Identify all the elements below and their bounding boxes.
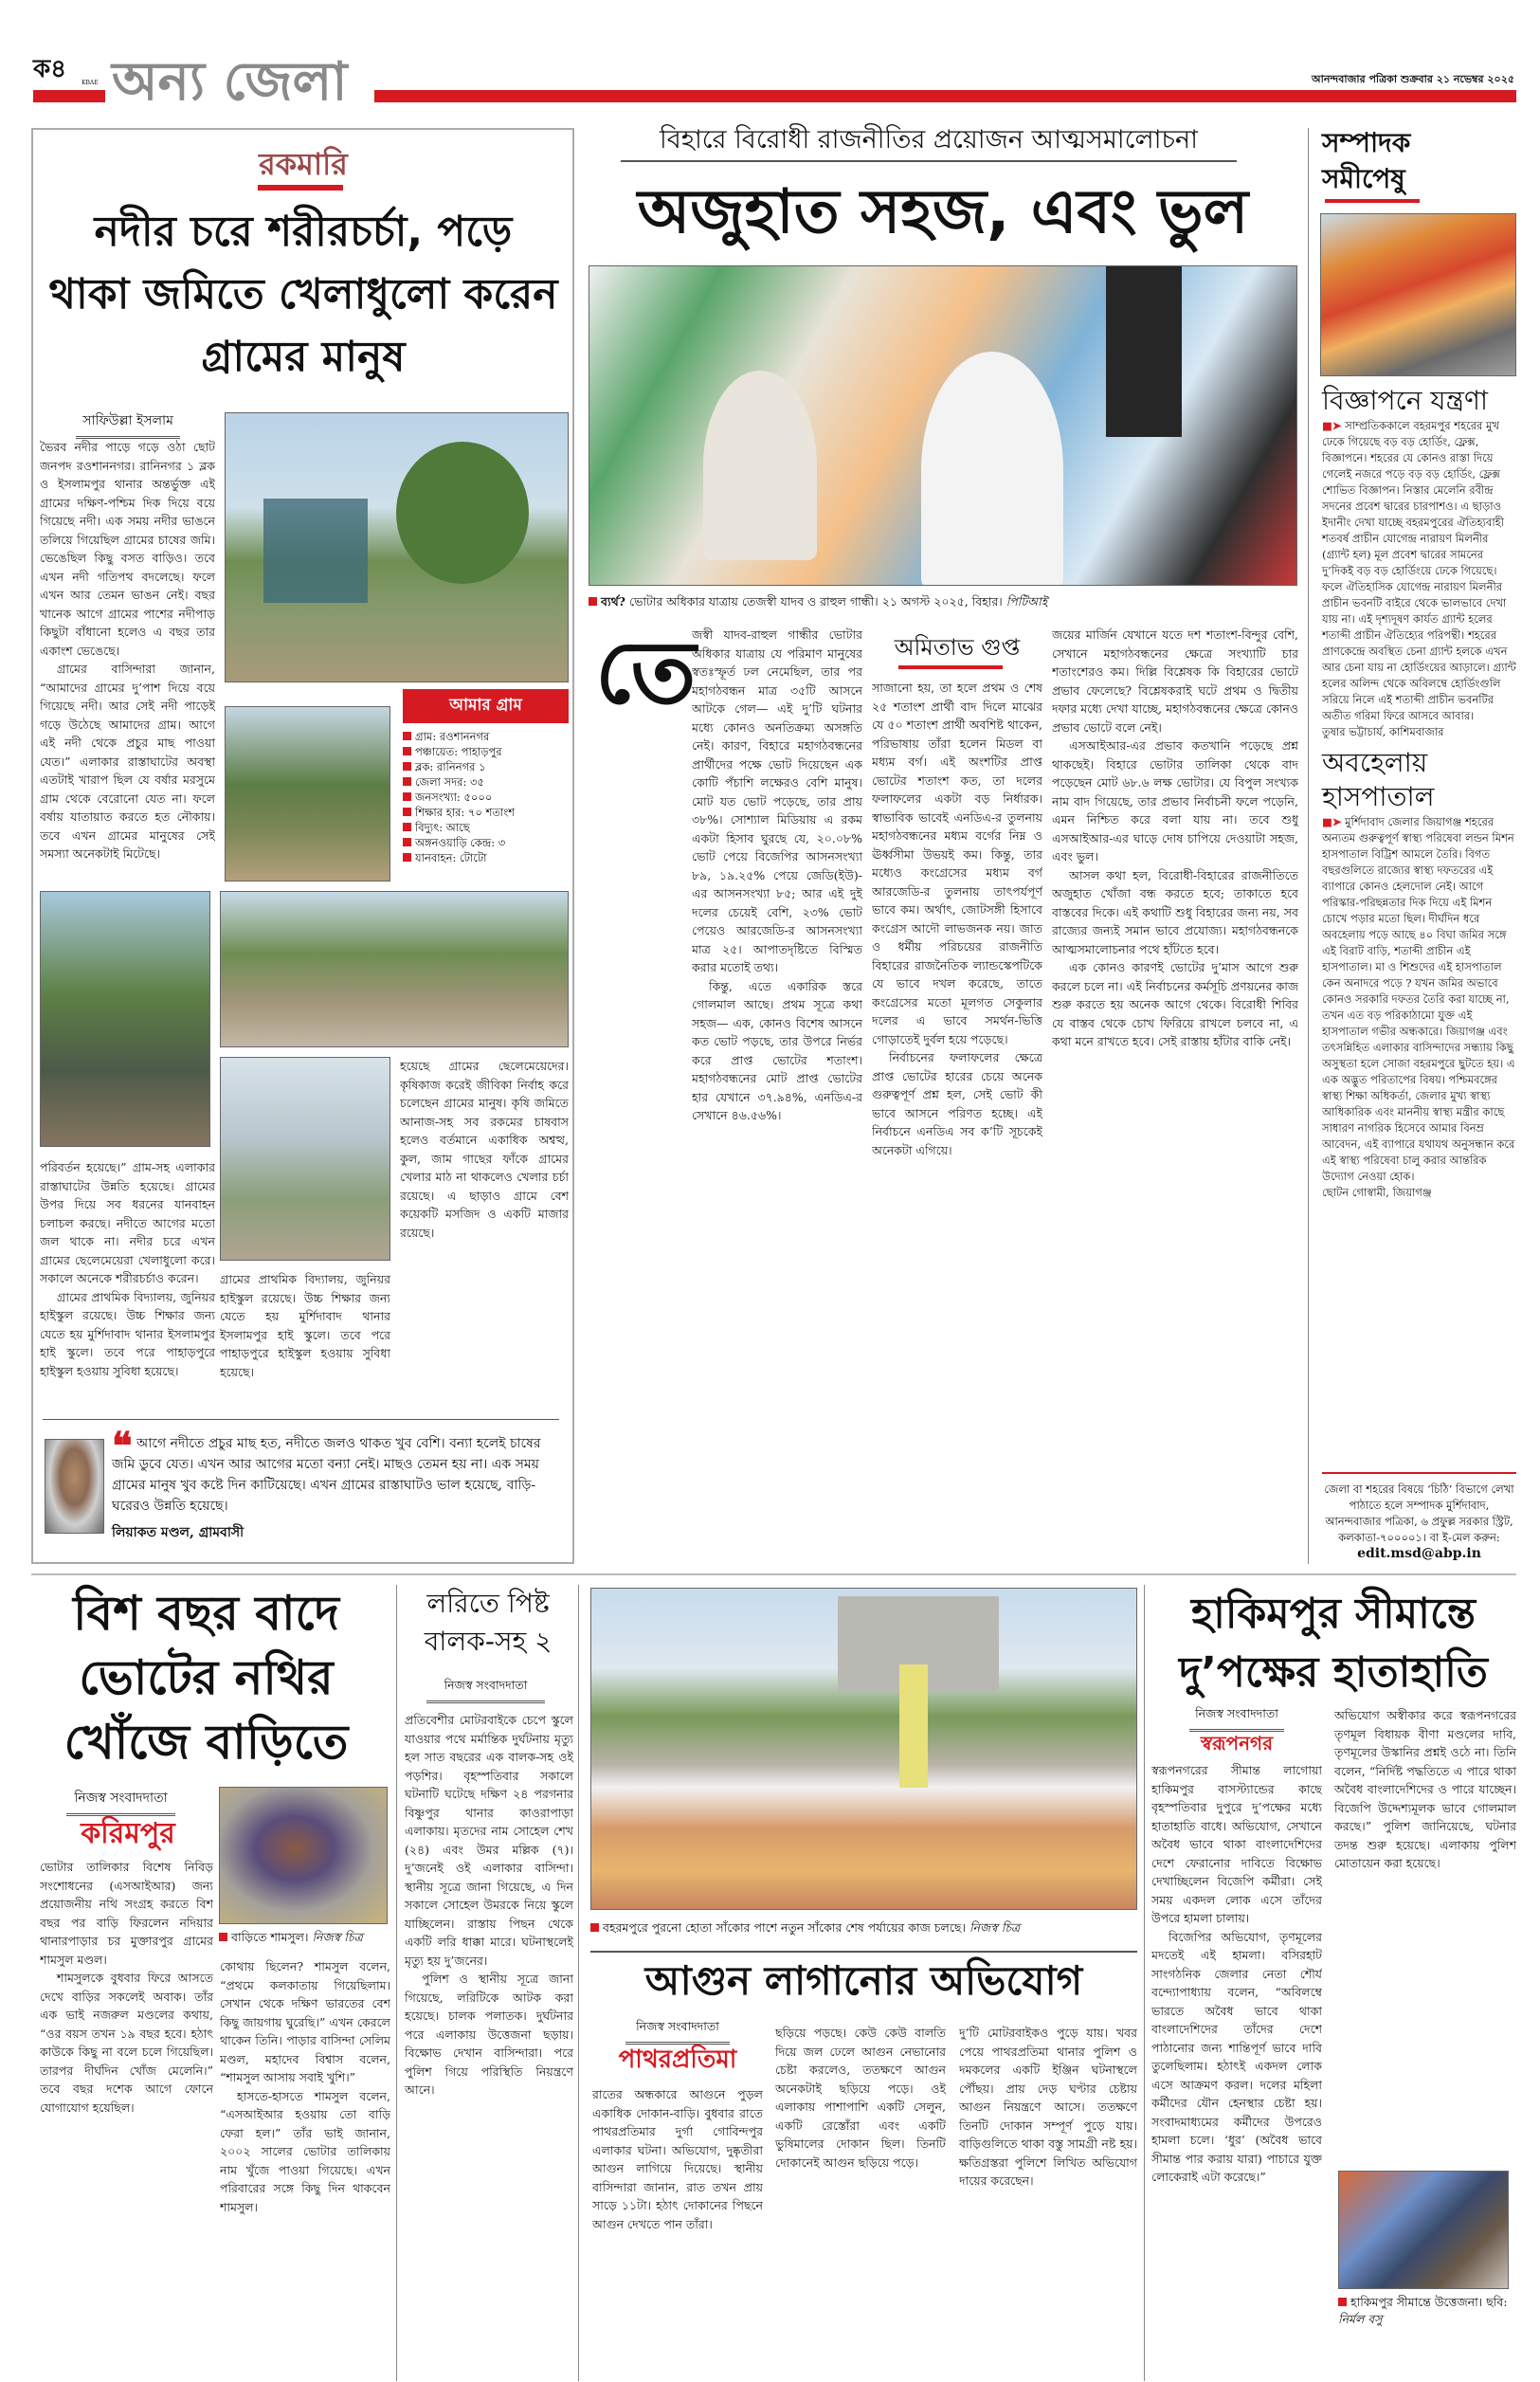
fire-body-col2 xyxy=(775,2024,946,2382)
karimpur-byline: নিজস্ব সংবাদদাতা xyxy=(66,1787,175,1816)
amar-gram-item xyxy=(403,744,569,759)
fire-byline: নিজস্ব সংবাদদাতা xyxy=(625,2019,730,2045)
shamsul-caption xyxy=(219,1929,390,1946)
bullet-square-icon xyxy=(403,823,411,831)
caption-credit: নির্মল বসু xyxy=(1338,2312,1383,2326)
lead-body-col2 xyxy=(872,679,1042,1564)
hoarding-photo xyxy=(1320,213,1516,376)
quote-avatar xyxy=(45,1439,104,1534)
letter-marker-icon: ■➤ xyxy=(1322,815,1342,828)
column-divider xyxy=(1308,128,1309,1564)
paragraph: নির্বাচনের ফলাফলের ক্ষেত্রে প্রাপ্ত ভোটের হারের চেয়ে অনেক গুরুত্বপূর্ণ প্রশ্ন হল, সেই ভোট কী ভাবে আসনে পরিণত হচ্ছে। এই নির্বাচনে এনডিএ সব ক’টি সূচকেই অনেকটা এগিয়ে। xyxy=(872,1050,1042,1157)
column-divider xyxy=(578,1585,579,2381)
paragraph: প্রতিবেশীর মোটরবাইকে চেপে স্কুলে যাওয়ার পথে মর্মান্তিক দুর্ঘটনায় মৃত্যু হল সাত বছরের এক বালক-সহ ওই পড়শির। বৃহস্পতিবার সকালে ঘটনাটি ঘটেছে দক্ষিণ ২৪ পরগনার বিষ্ণুপুর থানার কাওরাপাড়া এলাকায়। মৃতদের নাম সোহেল শেখ (২৪) এবং উমর মল্লিক (৭)। দু’জনেই ওই এলাকার বাসিন্দা। স্থানীয় সূত্রে জানা গিয়েছে, এ দিন সকালে সোহেল উমরকে নিয়ে স্কুলে যাচ্ছিলেন। রাস্তায় পিছন থেকে একটি লরি ধাক্কা মারে। ঘটনাস্থলেই মৃত্যু হয় দু’জনের। xyxy=(405,1713,573,1968)
bullet-square-icon xyxy=(403,808,411,816)
rokomari-label-underline xyxy=(258,185,343,191)
letter-author: তুষার ভট্টাচার্য, কাশিমবাজার xyxy=(1322,725,1444,738)
caption-credit: নিজস্ব চিত্র xyxy=(312,1930,363,1944)
rokomari-body-col2 xyxy=(40,1158,215,1400)
paragraph: রাতের অন্ধকারে আগুনে পুড়ল একাধিক দোকান-বাড়ি। বুধবার রাতে পাথরপ্রতিমার দুর্গা গোবিন্দপুর এলাকার ঘটনা। অভিযোগ, দুষ্কৃতীরা আগুন লাগিয়ে দিয়েছে। স্থানীয় বাসিন্দারা জানান, রাত তখন প্রায় সাড়ে ১১টা। হঠাৎ দোকানের পিছনে আগুন দেখতে পান তাঁরা। xyxy=(592,2087,763,2231)
amar-gram-box xyxy=(403,689,569,864)
riverbank-photo xyxy=(225,412,569,682)
paragraph: গ্রামের প্রাথমিক বিদ্যালয়, জুনিয়র হাইস্কুল রয়েছে। উচ্চ শিক্ষার জন্য যেতে হয় মুর্শিদাবাদ থানার ইসলামপুর হাই স্কুলে। তবে পরে পাহাড়পুরে হাইস্কুল হওয়ায় সুবিধা হয়েছে। xyxy=(40,1289,215,1378)
amar-gram-item xyxy=(403,790,569,805)
amar-gram-item xyxy=(403,835,569,850)
bullet-square-icon xyxy=(403,792,411,801)
amar-gram-title: আমার গ্রাম xyxy=(403,689,569,723)
lead-photo xyxy=(589,265,1297,586)
lead-headline: অজুহাত সহজ, এবং ভুল xyxy=(637,177,1249,247)
fire-divider xyxy=(590,1951,1137,1953)
quote-author: লিয়াকত মণ্ডল, গ্রামবাসী xyxy=(112,1525,245,1540)
letter-1 xyxy=(1322,384,1516,1201)
shamsul-photo xyxy=(219,1787,388,1924)
paragraph: কিন্তু, এতে একারিক স্তরে গোলমাল আছে। প্রথম সূত্রে কথা সহজ— এক, কোনও বিশেষ আসনে কত ভোট পড়ছে, তার উপরে নির্ভর করে প্রাপ্ত ভোটের শতাংশ। মহাগঠবন্ধনের মোট প্রাপ্ত ভোটের হার যেখানে ৩৭.৯৪%, এনডিএ-র সেখানে ৪৬.৫৬%। xyxy=(692,978,862,1122)
bullet-square-icon xyxy=(403,747,411,755)
amar-gram-item-text: জনসংখ্যা: ৫০০০ xyxy=(415,791,493,804)
rokomari-label: রকমারি xyxy=(259,146,348,182)
lead-drop-cap: তে xyxy=(595,622,697,723)
notice-text: জেলা বা শহরের বিষয়ে ‘চিঠি’ বিভাগে লেখা পাঠাতে হলে সম্পাদক মুর্শিদাবাদ, আনন্দবাজার পত্রিকা, ৬ প্রফুল্ল সরকার স্ট্রিট, কলকাতা-৭০০০০১। বা ই-মেল করুন: xyxy=(1324,1482,1514,1544)
paragraph: আসল কথা হল, বিরোধী-বিহারের রাজনীতিতে অজুহাত খোঁজা বন্ধ করতে হবে; তাকাতে হবে বাস্তবের দিকে। এই কথাটি শুধু বিহারের জন্য নয়, সব রাজ্যের জন্যই সমান ভাবে প্রযোজ্য। মহাগঠবন্ধনকে আত্মসমালোচনার পথে হাঁটতে হবে। xyxy=(1052,867,1298,956)
amar-gram-item-text: যানবাহন: টোটো xyxy=(415,851,487,864)
paragraph: ভৈরব নদীর পাড়ে গড়ে ওঠা ছোট জনপদ রওশাননগর। রানিনগর ১ ব্লক ও ইসলামপুর থানার অন্তর্ভুক্ত এই গ্রামের দক্ষিণ-পশ্চিম দিক দিয়ে বয়ে গিয়েছে নদী। এক সময় নদীর ভাঙনে তলিয়ে গিয়েছিল গ্রামের চাষের জমি। ভেঙেছিল কিছু বসত বাড়িও। তবে এখন নদী গতিপথ বদলেছে। ফলে এখন আর তেমন ভাঙন নেই। বছর খানেক আগে গ্রামের পাশের নদীপাড় কিছুটা বাঁধানো হলেও এ বছর তার একাংশ ভেঙেছে। xyxy=(40,440,215,658)
caption-text: বহরমপুরে পুরনো হোতা সাঁকোর পাশে নতুন সাঁকোর শেষ পর্যায়ের কাজ চলছে। xyxy=(603,1920,966,1935)
river-photo xyxy=(220,1057,390,1261)
paragraph: এক কোনও কারণই ভোটের দু’মাস আগে শুরু করলে চলে না। এই নির্বাচনের কর্মসূচি প্রণয়নের কাজ শুরু করতে হয় অনেক আগে থেকে। বিরোধী শিবির যে বাস্তব থেকে চোখ ফিরিয়ে রাখলে চলবে না, এ কথা মনে রাখতে হবে। সেই রাস্তায় হাঁটার বাকি নেই। xyxy=(1052,960,1298,1048)
bridge-caption xyxy=(590,1919,1137,1937)
caption-credit: নিজস্ব চিত্র xyxy=(969,1920,1021,1935)
rokomari-byline: সাফিউল্লা ইসলাম xyxy=(76,409,180,439)
amar-gram-item-text: শিক্ষার হার: ৭০ শতাংশ xyxy=(415,806,516,819)
letter-text: মুর্শিদাবাদ জেলার জিয়াগঞ্জ শহরের অন্যতম গুরুত্বপূর্ণ স্বাস্থ্য পরিষেবা লন্ডন মিশন হাসপাতাল বিট্রিশ আমলে তৈরি। বিগত বছরগুলিতে রাজ্যের স্বাস্থ্য দফতরের এই ব্যাপারে কোনও হেলদোল নেই। আগে পরিস্কার-পরিছন্নতার দিক দিয়ে এই মিশন চোখে পড়ার মতো ছিল। দীর্ঘদিন ধরে অবহেলায় পড়ে আছে ৪০ বিঘা জমির সঙ্গে এই বিরাট বাড়ি, শতাব্দী প্রাচীন এই হাসপাতাল। মা ও শিশুদের এই হাসপাতাল কেন অনাদরে পড়ে ? যখন জমির অভাবে কোনও সরকারি দফতর তৈরি করা যাচ্ছে না, তখন এত বড় পরিকাঠামো যুক্ত এই হাসপাতাল গভীর অন্ধকারে। জিয়াগঞ্জ এবং তৎসন্নিহিত এলাকার বাসিন্দাদের সন্ধ্যায় কিছু অসুস্থতা হলে সোজা বহরমপুরে ছুটতে হয়। এ এক অদ্ভুত পরিতাপের বিষয়। পশ্চিমবঙ্গের স্বাস্থ্য শিক্ষা অধিকর্তা, জেলার মুখ্য স্বাস্থ্য আধিকারিক এবং মাননীয় স্বাস্থ্য মন্ত্রীর কাছে সাধারণ নাগরিক হিসেবে আমার বিনম্র আবেদন, এই ব্যাপারে যথাযথ অনুসন্ধান করে এই স্বাস্থ্য পরিষেবা চালু করার আন্তরিক উদ্যোগ নেওয়া হোক। xyxy=(1322,815,1515,1183)
caption-credit-label: ছবি: xyxy=(1486,2295,1508,2309)
notice-email[interactable]: edit.msd@abp.in xyxy=(1357,1546,1481,1561)
paragraph: দু’টি মোটরবাইকও পুড়ে যায়। খবর পেয়ে পাথরপ্রতিমা থানার পুলিশ ও দমকলের একটি ইঞ্জিন ঘটনাস্থলে পৌঁছয়। প্রায় দেড় ঘণ্টার চেষ্টায় আগুন নিয়ন্ত্রণে আসে। ততক্ষণে তিনটি দোকান সম্পূর্ণ পুড়ে যায়। বাড়িগুলিতে থাকা বস্তু সামগ্রী নষ্ট হয়। ক্ষতিগ্রস্তরা পুলিশে লিখিত অভিযোগ দায়ের করেছেন। xyxy=(959,2026,1137,2188)
amar-gram-item-text: পঞ্চায়েত: পাহাড়পুর xyxy=(415,745,502,758)
paragraph: এসআইআর-এর প্রভাব কতখানি পড়েছে প্রশ্ন থাকছেই। বিহারে ভোটার তালিকা থেকে বাদ পড়েছেন মোট ৬৮.৬ লক্ষ ভোটার। যে বিপুল সংখ্যক নাম বাদ গিয়েছে, তার প্রভাব নির্বাচনী ফলে পড়েনি, এমন নিশ্চিত করে বলা যায় না। তবে শুধু এসআইআর-এর ঘাড়ে দোষ চাপিয়ে দেওয়াটা সহজ, এবং ভুল। xyxy=(1052,738,1298,864)
village-road-photo xyxy=(40,891,210,1147)
paragraph: কোথায় ছিলেন? শামসুল বলেন, “প্রথমে কলকাতায় গিয়েছিলাম। সেখান থেকে দক্ষিণ ভারতের বেশ কিছু জায়গায় ঘুরেছি।” এখন কেরলে থাকেন তিনি। পাড়ার বাসিন্দা সেলিম মণ্ডল, মহাদেব বিশ্বাস বলেন, “শামসুল আসায় সবাই খুশি।” xyxy=(220,1959,390,2084)
hakimpur-place: স্বরূপনগর xyxy=(1200,1732,1274,1755)
caption-text: হাকিমপুর সীমান্তে উত্তেজনা। xyxy=(1350,2295,1483,2309)
village-lane-photo xyxy=(220,891,569,1047)
fire-body-col3 xyxy=(959,2024,1137,2382)
paragraph: হাসতে-হাসতে শামসুল বলেন, “এসআইআর হওয়ায় তো বাড়ি ফেরা হল।” তাঁর ভাই জানান, ২০০২ সালের ভোটার তালিকায় নাম খুঁজে পাওয়া গিয়েছে। এখন পরিবারের সঙ্গে কিছু দিন থাকবেন শামসুল। xyxy=(220,2088,390,2214)
quote-divider xyxy=(43,1419,559,1420)
paragraph: ছড়িয়ে পড়ছে। কেউ কেউ বালতি দিয়ে জল ঢেলে আগুন নেভানোর চেষ্টা করলেও, ততক্ষণে আগুন অনেকটাই ছড়িয়ে পড়ে। ওই এলাকায় পাশাপাশি একটি সেলুন, একটি রেস্তোঁরা এবং একটি ভুষিমালের দোকান ছিল। তিনটি দোকানেই আগুন ছড়িয়ে পড়ে। xyxy=(775,2026,946,2170)
paragraph: গ্রামের প্রাথমিক বিদ্যালয়, জুনিয়র হাইস্কুল রয়েছে। উচ্চ শিক্ষার জন্য যেতে হয় মুর্শিদাবাদ থানার ইসলামপুর হাই স্কুলে। তবে পরে পাহাড়পুরে হাইস্কুল হওয়ায় সুবিধা হয়েছে। xyxy=(220,1272,390,1379)
edition-code: KBAE xyxy=(82,80,99,86)
section-title: অন্য জেলা xyxy=(112,51,348,113)
hakimpur-byline: নিজস্ব সংবাদদাতা xyxy=(1189,1706,1284,1732)
paragraph: পরিবর্তন হয়েছে।” গ্রাম-সহ এলাকার রাস্তাঘাটের উন্নতি হয়েছে। গ্রামের উপর দিয়ে সব ধরনের যানবাহন চলাচল করছে। নদীতে আগের মতো জল থাকে না। নদীর চরে এখন গ্রামের ছেলেমেয়েরা খেলাধুলো করে। সকালে অনেকে শরীরচর্চাও করেন। xyxy=(40,1160,215,1285)
caption-text: ভোটার অধিকার যাত্রায় তেজস্বী যাদব ও রাহুল গান্ধী। ২১ অগস্ট ২০২৫, বিহার। xyxy=(629,594,1003,609)
amar-gram-item xyxy=(403,805,569,820)
paragraph: জস্বী যাদব-রাহুল গান্ধীর ভোটার অধিকার যাত্রায় যে পরিমাণ মানুষের স্বতঃস্ফূর্ত ঢল নেমেছিল, তার পর মহাগঠবন্ধন মাত্র ৩৫টি আসনে আটকে গেল— এই দু’টি ঘটনার মধ্যে কোনও অনতিক্রম্য অসঙ্গতি নেই। কারণ, বিহারে মহাগঠবন্ধনের প্রার্থীদের পক্ষে ভোট দিয়েছেন এক কোটি পঁচাশি লক্ষেরও বেশি মানুষ। মোট যত ভোট পড়েছে, তার প্রায় ৩৮%। সোশ্যাল মিডিয়ায় এ রকম একটা হিসাব ঘুরছে যে, ২০.০৮% ভোট পেয়ে বিজেপির আসনসংখ্যা ৮৯, ১৯.২৫% পেয়ে জেডি(ইউ)-এর আসনসংখ্যা ৮৫; আর এই দুই দলের চেয়েই বেশি, ২৩% ভোট পেয়েও আরজেডি-র আসনসংখ্যা মাত্র ২৫। আপাতদৃষ্টিতে বিস্মিত করার মতোই তথ্য। xyxy=(692,627,862,974)
amar-gram-item-text: ব্লক: রানিনগর ১ xyxy=(415,760,486,773)
fire-headline: আগুন লাগানোর অভিযোগ xyxy=(644,1957,1083,2004)
caption-text: বাড়িতে শামসুল। xyxy=(231,1930,309,1944)
fire-place: পাথরপ্রতিমা xyxy=(618,2046,737,2074)
paragraph: সাজানো হয়, তা হলে প্রথম ও শেষ ২৫ শতাংশ প্রার্থী বাদ দিলে মাঝের যে ৫০ শতাংশ প্রার্থী অবশিষ্ট থাকেন, পরিভাষায় তাঁরা হলেন মিডল বা মধ্যম বর্গ। এই অংশটির প্রাপ্ত ভোটের শতাংশ কত, তা দলের ফলাফলের একটা বড় নির্ধারক। স্বাভাবিক ভাবেই এনডিএ-র তুলনায় মহাগঠবন্ধনের মধ্যম বর্গের নিম্ন ও ঊর্ধ্বসীমা উভয়ই কম। কিন্তু, তার মধ্যেও কংগ্রেসের মধ্যম বর্গ আরজেডি-র তুলনায় তাৎপর্যপূর্ণ ভাবে কম। অর্থাৎ, জোটসঙ্গী হিসাবে কংগ্রেস আদৌ লাভজনক নয়। জাত ও ধর্মীয় পরিচয়ের রাজনীতি বিহারের রাজনৈতিক ল্যান্ডস্কেপটিকে যে ভাবে দখল করেছে, তাতে কংগ্রেসের মতো মূলগত সেকুলার দলের এ ভাবে সমর্থন-ভিত্তি গোড়াতেই দুর্বল হয়ে পড়েছে। xyxy=(872,681,1042,1046)
caption-marker-icon xyxy=(590,1923,599,1932)
letter-title: বিজ্ঞাপনে যন্ত্রণা xyxy=(1322,385,1489,416)
column-divider xyxy=(1144,1585,1145,2381)
caption-credit: পিটিআই xyxy=(1006,594,1048,609)
column-divider xyxy=(396,1585,397,2381)
paragraph: স্বরূপনগরের সীমান্ত লাগোয়া হাকিমপুর বাসস্ট্যান্ডের কাছে বৃহস্পতিবার দুপুরে দু’পক্ষের মধ্যে হাতাহাতি বাধে। অভিযোগ, সেখানে অবৈধ ভাবে থাকা বাংলাদেশিদের দেশে ফেরানোর দাবিতে বিক্ষোভ দেখাচ্ছিলেন বিজেপি কর্মীরা। সেই সময় একদল লোক এসে তাঁদের উপরে হামলা চালায়। xyxy=(1151,1763,1322,1925)
caption-bold: ব্যর্থ? xyxy=(601,594,626,609)
section-divider xyxy=(31,1573,1516,1575)
letter-title: অবহেলায় হাসপাতাল xyxy=(1322,747,1435,812)
caption-marker-icon xyxy=(589,597,597,606)
rokomari-body-col2b xyxy=(220,1270,390,1398)
paragraph: জয়ের মার্জিন যেখানে যতে দশ শতাংশ-বিন্দুর বেশি, সেখানে মহাগঠবন্ধনের ক্ষেত্রে সংখ্যাটি চার শতাংশেরও কম। দিল্লি বিশ্লেষক কি বিহারের ভোটে প্রভাব ফেলেছে? বিশ্লেষকরাই ঘটে প্রথম ও দ্বিতীয় দফার মধ্যে দেখা যাচ্ছে, মহাগঠবন্ধনের ক্ষেত্রে কোনও প্রভাব ভোটে বলে নেই। xyxy=(1052,627,1298,735)
lead-body-col1 xyxy=(692,626,862,1564)
amar-gram-item xyxy=(403,759,569,774)
paragraph: হয়েছে গ্রামের ছেলেমেয়েদের। কৃষিকাজ করেই জীবিকা নির্বাহ করে চলেছেন গ্রামের মানুষ। কৃষি জমিতে আনাজ-সহ সব রকমের চাষবাস হলেও বর্তমানে একাধিক অশ্বত্থ, কুল, জাম গাছের ফাঁকে গ্রামের খেলার মাঠ না থাকলেও খেলার চর্চা রয়েছে। এ ছাড়াও গ্রামে বেশ কয়েকটি মসজিদ ও একটি মাজার রয়েছে। xyxy=(400,1059,569,1240)
paragraph: ভোটার তালিকার বিশেষ নিবিড় সংশোধনের (এসআইআর) জন্য প্রয়োজনীয় নথি সংগ্রহ করতে বিশ বছর পর বাড়ি ফিরলেন নদিয়ার থানারপাড়ার চর মুক্তারপুর গ্রামের শামসুল মণ্ডল। xyxy=(40,1860,213,1967)
quote-text: আগে নদীতে প্রচুর মাছ হত, নদীতে জলও থাকত খুব বেশি। বন্যা হলেই চাষের জমি ডুবে যেত। এখন আর আগের মতো বন্যা নেই। মাছও তেমন হয় না। এক সময় গ্রামের মানুষ খুব কষ্টে দিন কাটিয়েছে। এখন গ্রামের রাস্তাঘাটও ভাল হয়েছে, বাড়ি-ঘরেরও উন্নতি হয়েছে। xyxy=(112,1436,541,1514)
amar-gram-item-text: অঙ্গনওয়াড়ি কেন্দ্র: ৩ xyxy=(415,836,506,849)
hakimpur-photo xyxy=(1338,2171,1509,2289)
bullet-square-icon xyxy=(403,853,411,862)
karimpur-body-col2 xyxy=(220,1957,390,2382)
rokomari-body-col3 xyxy=(400,1057,569,1398)
amar-gram-item xyxy=(403,774,569,790)
bullet-square-icon xyxy=(403,732,411,740)
lorry-body xyxy=(405,1711,573,2382)
bridge-photo xyxy=(590,1588,1137,1910)
amar-gram-item xyxy=(403,850,569,865)
letters-notice xyxy=(1322,1472,1516,1562)
karimpur-headline: বিশ বছর বাদে ভোটের নথির খোঁজে বাড়িতে xyxy=(63,1586,349,1770)
village-tree-photo xyxy=(225,706,390,882)
paper-date: আনন্দবাজার পত্রিকা শুক্রবার ২১ নভেম্বর ২০২৫ xyxy=(1312,73,1514,85)
quote-mark-icon: ❝ xyxy=(112,1424,133,1468)
karimpur-place: করিমপুর xyxy=(81,1817,175,1850)
page-number: ক৪ xyxy=(33,55,67,83)
hakimpur-caption xyxy=(1338,2294,1513,2328)
caption-marker-icon xyxy=(1338,2298,1347,2306)
amar-gram-item xyxy=(403,820,569,835)
amar-gram-list xyxy=(403,729,569,865)
letter-text: সাম্প্রতিককালে বহরমপুর শহরের মুখ ঢেকে গিয়েছে বড় বড় হোর্ডিং, ফ্লেক্স, বিজ্ঞাপনে। শহরের যে কোনও রাস্তা দিয়ে গেলেই নজরে পড়ে বড় বড় হোর্ডিং, ফ্লেক্স শোভিত বিজ্ঞাপন। নিস্তার মেলেনি রবীন্দ্র সদনের প্রবেশ দ্বারের চারপাশও। এ ছাড়াও ইদানীং দেখা যাচ্ছে বহরমপুরের ঐতিহ্যবাহী শতবর্ষ প্রাচীন যোগেন্দ্র নারায়ণ মিলনীর (গ্র্যান্ট হল) মূল প্রবেশ দ্বারের সামনের দু’দিকই বড় বড় হোর্ডিংয়ে ঢেকে গিয়েছে। ফলে ঐতিহাসিক যোগেন্দ্র নারায়ণ মিলনীর প্রাচীন ভবনটি বাইরে থেকে ভালভাবে দেখা যায় না। এই দৃশ্যদূষণ কার্যত গ্র্যান্ট হলের শতাব্দী প্রাচীন ঐতিহ্যের পরিপন্থী। শহরের প্রাণকেন্দ্রে অবস্থিত চেনা গ্র্যান্ট হলকে এখন আর চেনা যায় না হোর্ডিংয়ের আড়ালে। গ্র্যান্ট হলের অলিন্দ থেকে অবিলম্বে হোর্ডিংগুলি সরিয়ে নিলে এই শতাব্দী প্রাচীন ভবনটির অতীত গরিমা ফিরে আসবে আবার। xyxy=(1322,419,1516,722)
caption-marker-icon xyxy=(219,1933,227,1941)
bullet-square-icon xyxy=(403,777,411,786)
paragraph: পুলিশ ও স্থানীয় সূত্রে জানা গিয়েছে, লরিটিকে আটক করা হয়েছে। চালক পলাতক। দুর্ঘটনার পরে এলাকায় উত্তেজনা ছড়ায়। বিক্ষোভ দেখান বাসিন্দারা। পরে পুলিশ গিয়ে পরিস্থিতি নিয়ন্ত্রণে আনে। xyxy=(405,1972,573,2097)
paragraph: গ্রামের বাসিন্দারা জানান, “আমাদের গ্রামের দু’পাশ দিয়ে বয়ে গিয়েছে নদী। আর সেই নদী পাড়েই গড়ে উঠেছে আমাদের গ্রাম। আগে এই নদী থেকে প্রচুর মাছ পাওয়া যেত।” এলাকার রাস্তাঘাটের অবস্থা এতটাই খারাপ ছিল যে বর্ষার মরসুমে গ্রাম থেকে বেরোনো যেত না। ফলে বর্ষায় যাতায়াত করতে হত নৌকায়। তবে এখন গ্রামের মানুষের সেই সমস্যা অনেকটাই মিটেছে। xyxy=(40,662,215,861)
lead-kicker: বিহারে বিরোধী রাজনীতির প্রয়োজন আত্মসমালোচনা xyxy=(621,125,1237,162)
paragraph: বিজেপির অভিযোগ, তৃণমূলের মদতেই এই হামলা। বসিরহাট সাংগঠনিক জেলার নেতা শৌর্য বন্দ্যোপাধ্যায় বলেন, “অবিলম্বে ভারতে অবৈধ ভাবে থাকা বাংলাদেশিদের তাঁদের দেশে পাঠানোর জন্য শান্তিপূর্ণ ভাবে দাবি তুলেছিলাম। হঠাৎই একদল লোক এসে আক্রমণ করল। দলের মহিলা কর্মীদের যৌন হেনস্থার চেষ্টা হয়। সংবাদমাধ্যমের কর্মীদের উপরেও হামলা চলে। ‘ধুর’ (অবৈধ ভাবে সীমান্ত পার করায় যারা) পাচারে যুক্ত লোকেরাই এটা করেছে।” xyxy=(1151,1929,1322,2184)
amar-gram-item-text: গ্রাম: রওশাননগর xyxy=(415,730,490,743)
author-underline xyxy=(898,665,1003,669)
paragraph: অভিযোগ অস্বীকার করে স্বরূপনগরের তৃণমূল বিধায়ক বীণা মণ্ডলের দাবি, তৃণমূলের উস্কানির প্রশ্নই ওঠে না। তিনি বলেন, “নির্দিষ্ট পদ্ধতিতে এ পারে থাকা অবৈধ বাংলাদেশিদের ও পারে যাচ্ছেন। বিজেপি উদ্দেশ্যমূলক ভাবে গোলমাল করছে।” পুলিশ জানিয়েছে, ঘটনার তদন্ত শুরু হয়েছে। এলাকায় পুলিশ মোতায়েন করা হয়েছে। xyxy=(1334,1708,1516,1870)
rokomari-headline: নদীর চরে শরীরচর্চা, পড়ে থাকা জমিতে খেলাধুলো করেন গ্রামের মানুষ xyxy=(48,208,558,381)
lead-photo-caption xyxy=(589,593,1299,610)
letter-author: ছোটন গোস্বামী, জিয়াগঞ্জ xyxy=(1322,1186,1432,1199)
paragraph: শামসুলকে বুধবার ফিরে আসতে দেখে বাড়ির সকলেই অবাক। তাঁর এক ভাই নজরুল মণ্ডলের কথায়, “ওর বয়স তখন ১৯ বছর হবে। হঠাৎ কাউকে কিছু না বলে চলে গিয়েছিল। তারপর দীর্ঘদিন খোঁজ মেলেনি।” তবে বছর দশেক আগে ফোনে যোগাযোগ হয়েছিল। xyxy=(40,1971,213,2115)
letter-marker-icon: ■➤ xyxy=(1322,419,1342,432)
karimpur-body-col1 xyxy=(40,1858,213,2382)
hakimpur-body-col1 xyxy=(1151,1761,1322,2382)
masthead-red-bar-left xyxy=(33,90,105,102)
letters-title-underline xyxy=(1325,199,1420,203)
bullet-square-icon xyxy=(403,838,411,846)
amar-gram-item xyxy=(403,729,569,744)
hakimpur-body-col2 xyxy=(1334,1706,1516,2161)
lead-author: অমিতাভ গুপ্ত xyxy=(894,634,1021,661)
fire-body-col1 xyxy=(592,2085,763,2382)
lorry-byline: নিজস্ব সংবাদদাতা xyxy=(426,1678,545,1703)
bullet-square-icon xyxy=(403,762,411,771)
lorry-headline: লরিতে পিষ্ট বালক-সহ ২ xyxy=(424,1588,553,1657)
masthead-red-bar xyxy=(374,90,1516,102)
amar-gram-item-text: জেলা সদর: ৩৫ xyxy=(415,775,484,789)
hakimpur-headline: হাকিমপুর সীমান্তে দু’পক্ষের হাতাহাতি xyxy=(1179,1590,1488,1697)
quote-block xyxy=(112,1424,567,1543)
letters-title: সম্পাদক সমীপেষু xyxy=(1322,127,1411,194)
lead-body-col3 xyxy=(1052,626,1298,1564)
amar-gram-item-text: বিদ্যুৎ: আছে xyxy=(415,821,470,834)
